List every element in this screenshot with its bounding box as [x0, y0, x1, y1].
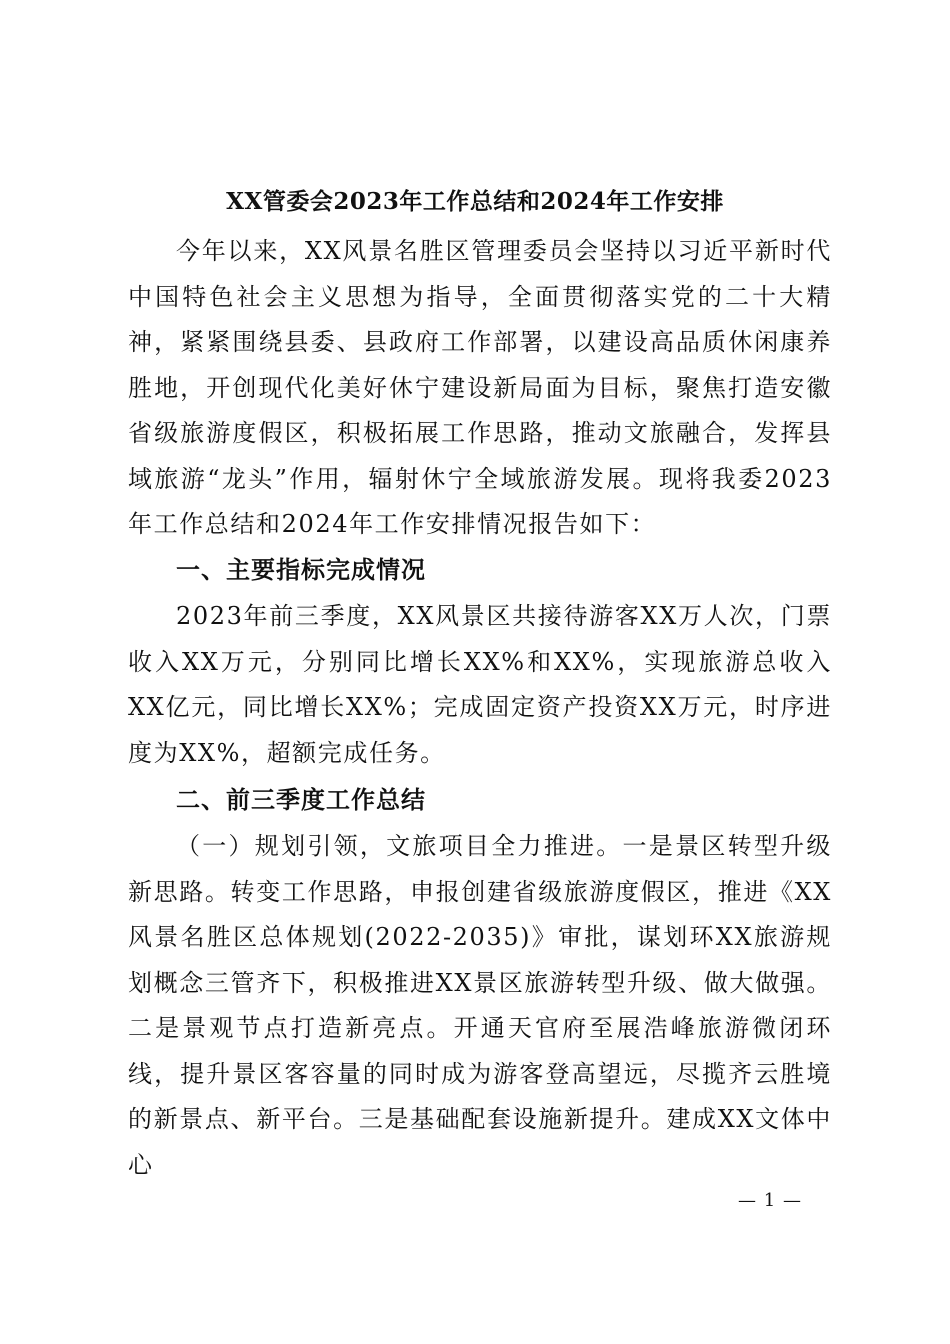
intro-paragraph: 今年以来，XX风景名胜区管理委员会坚持以习近平新时代中国特色社会主义思想为指导，全面贯彻落实党的二十大精神，紧紧围绕县委、县政府工作部署，以建设高品质休闲康养胜地，开创现代化美好休宁建设新局面为目标，聚焦打造安徽省级旅游度假区，积极拓展工作思路，推动文旅融合，发挥县域旅游“龙头”作用，辐射休宁全域旅游发展。现将我委2023年工作总结和2024年工作安排情况报告如下：: [128, 237, 832, 538]
summary-paragraph: （一）规划引领，文旅项目全力推进。一是景区转型升级新思路。转变工作思路，申报创建省级旅游度假区，推进《XX风景名胜区总体规划(2022-2035)》审批，谋划环XX旅游规划概念三管齐下，积极推进XX景区旅游转型升级、做大做强。二是景观节点打造新亮点。开通天官府至展浩峰旅游微闭环线，提升景区客容量的同时成为游客登高望远，尽揽齐云胜境的新景点、新平台。三是基础配套设施新提升。建成XX文体中心: [128, 832, 832, 1179]
section-heading-summary: 二、前三季度工作总结: [176, 786, 426, 814]
page-number: — 1 —: [738, 1190, 802, 1211]
document-title: XX管委会2023年工作总结和2024年工作安排: [226, 188, 724, 215]
indicators-paragraph: 2023年前三季度，XX风景区共接待游客XX万人次，门票收入XX万元，分别同比增长XX%和XX%，实现旅游总收入XX亿元，同比增长XX%；完成固定资产投资XX万元，时序进度为XX%，超额完成任务。: [128, 602, 832, 767]
section-heading-indicators: 一、主要指标完成情况: [176, 556, 426, 584]
